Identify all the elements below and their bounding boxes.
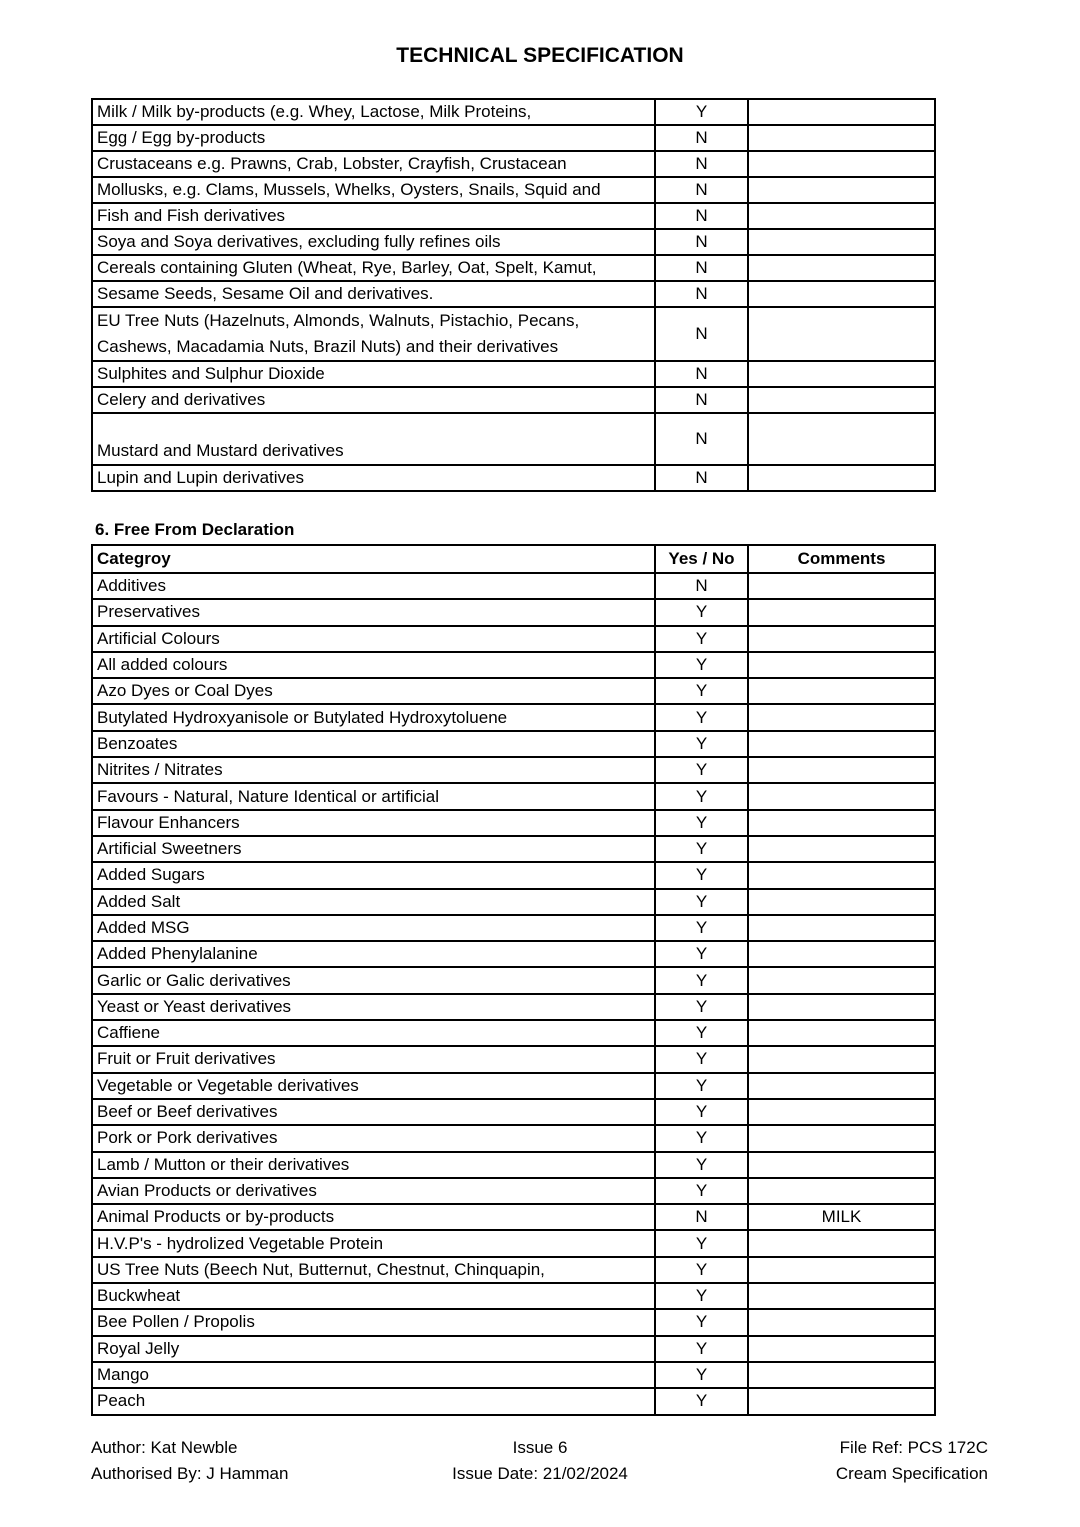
table-row — [92, 889, 935, 915]
cell-yes-no: N — [655, 203, 748, 229]
cell-name: All added colours — [92, 652, 655, 678]
cell-name: Favours - Natural, Nature Identical or artificial — [92, 783, 655, 809]
cell-yes-no: Y — [655, 1257, 748, 1283]
cell-name: Cereals containing Gluten (Wheat, Rye, Barley, Oat, Spelt, Kamut, — [92, 255, 655, 281]
cell-yes-no: Y — [655, 652, 748, 678]
cell-yes-no: Y — [655, 889, 748, 915]
cell-comment — [748, 307, 935, 361]
cell-yes-no: Y — [655, 1309, 748, 1335]
table-row — [92, 836, 935, 862]
cell-comment — [748, 889, 935, 915]
cell-comment — [748, 255, 935, 281]
cell-name: H.V.P's - hydrolized Vegetable Protein — [92, 1230, 655, 1256]
table-row — [92, 1020, 935, 1046]
cell-comment — [748, 678, 935, 704]
cell-name: US Tree Nuts (Beech Nut, Butternut, Chestnut, Chinquapin, — [92, 1257, 655, 1283]
table-row — [92, 99, 935, 125]
table-row — [92, 177, 935, 203]
cell-name: Avian Products or derivatives — [92, 1178, 655, 1204]
cell-comment — [748, 177, 935, 203]
cell-comment — [748, 1020, 935, 1046]
cell-yes-no: Y — [655, 1336, 748, 1362]
cell-comment — [748, 1336, 935, 1362]
table-row — [92, 1309, 935, 1335]
cell-name: Lamb / Mutton or their derivatives — [92, 1152, 655, 1178]
table-row — [92, 1204, 935, 1230]
table-row — [92, 125, 935, 151]
cell-name: Lupin and Lupin derivatives — [92, 465, 655, 491]
footer-doc-name: Cream Specification — [835, 1464, 988, 1483]
table-row — [92, 1073, 935, 1099]
cell-name: Egg / Egg by-products — [92, 125, 655, 151]
cell-name: Preservatives — [92, 599, 655, 625]
table-row — [92, 1125, 935, 1151]
cell-name: Soya and Soya derivatives, excluding fully refines oils — [92, 229, 655, 255]
cell-comment — [748, 361, 935, 387]
table-row — [92, 1152, 935, 1178]
cell-comment: MILK — [748, 1204, 935, 1230]
footer-author: Author: Kat Newble — [91, 1438, 238, 1457]
table-row — [92, 626, 935, 652]
table-row — [92, 704, 935, 730]
cell-yes-no: Y — [655, 1125, 748, 1151]
table-row — [92, 413, 935, 465]
cell-comment — [748, 1362, 935, 1388]
table-row — [92, 967, 935, 993]
table-row — [92, 652, 935, 678]
cell-name: Artificial Colours — [92, 626, 655, 652]
cell-yes-no: Y — [655, 836, 748, 862]
table-row — [92, 1362, 935, 1388]
cell-name: Fish and Fish derivatives — [92, 203, 655, 229]
cell-yes-no: Y — [655, 1099, 748, 1125]
cell-name: Royal Jelly — [92, 1336, 655, 1362]
cell-comment — [748, 1125, 935, 1151]
cell-comment — [748, 1230, 935, 1256]
table-row — [92, 1257, 935, 1283]
cell-comment — [748, 626, 935, 652]
cell-name: Caffiene — [92, 1020, 655, 1046]
cell-name: Vegetable or Vegetable derivatives — [92, 1073, 655, 1099]
cell-comment — [748, 783, 935, 809]
table-row — [92, 465, 935, 491]
cell-yes-no: Y — [655, 967, 748, 993]
cell-name: Butylated Hydroxyanisole or Butylated Hydroxytoluene — [92, 704, 655, 730]
cell-name: Azo Dyes or Coal Dyes — [92, 678, 655, 704]
table-row — [92, 1099, 935, 1125]
section-heading-free-from: 6. Free From Declaration — [95, 520, 295, 539]
cell-comment — [748, 229, 935, 255]
cell-yes-no: Y — [655, 704, 748, 730]
cell-name: Mustard and Mustard derivatives — [92, 413, 655, 465]
cell-name: Celery and derivatives — [92, 387, 655, 413]
cell-yes-no: Y — [655, 1283, 748, 1309]
cell-name: Additives — [92, 573, 655, 599]
cell-yes-no: Y — [655, 810, 748, 836]
cell-comment — [748, 704, 935, 730]
cell-yes-no: Y — [655, 1152, 748, 1178]
cell-comment — [748, 413, 935, 465]
table-row — [92, 151, 935, 177]
table-row — [92, 599, 935, 625]
table-row — [92, 229, 935, 255]
table-row — [92, 757, 935, 783]
cell-name: Garlic or Galic derivatives — [92, 967, 655, 993]
cell-comment — [748, 573, 935, 599]
table-row — [92, 915, 935, 941]
cell-comment — [748, 1388, 935, 1414]
cell-name: Added Salt — [92, 889, 655, 915]
cell-name: Fruit or Fruit derivatives — [92, 1046, 655, 1072]
cell-yes-no: Y — [655, 1362, 748, 1388]
cell-comment — [748, 1257, 935, 1283]
table-row — [92, 1230, 935, 1256]
cell-comment — [748, 967, 935, 993]
cell-name: Milk / Milk by-products (e.g. Whey, Lactose, Milk Proteins, — [92, 99, 655, 125]
cell-yes-no: Y — [655, 783, 748, 809]
cell-comment — [748, 862, 935, 888]
cell-yes-no: N — [655, 255, 748, 281]
cell-yes-no: Y — [655, 757, 748, 783]
cell-yes-no: Y — [655, 915, 748, 941]
table-row — [92, 1283, 935, 1309]
cell-yes-no: N — [655, 307, 748, 361]
cell-comment — [748, 1099, 935, 1125]
cell-name: Artificial Sweetners — [92, 836, 655, 862]
cell-yes-no: N — [655, 413, 748, 465]
cell-name: Crustaceans e.g. Prawns, Crab, Lobster, Crayfish, Crustacean — [92, 151, 655, 177]
free-from-table — [91, 544, 936, 1416]
cell-comment — [748, 994, 935, 1020]
cell-comment — [748, 810, 935, 836]
cell-comment — [748, 1073, 935, 1099]
cell-name: Yeast or Yeast derivatives — [92, 994, 655, 1020]
cell-comment — [748, 915, 935, 941]
cell-comment — [748, 465, 935, 491]
column-header-yes-no: Yes / No — [655, 545, 748, 573]
table-row — [92, 1046, 935, 1072]
cell-yes-no: N — [655, 177, 748, 203]
table-row — [92, 361, 935, 387]
table-header-row — [92, 545, 935, 573]
cell-name: Peach — [92, 1388, 655, 1414]
cell-comment — [748, 836, 935, 862]
cell-yes-no: N — [655, 229, 748, 255]
cell-comment — [748, 599, 935, 625]
cell-comment — [748, 281, 935, 307]
cell-name: EU Tree Nuts (Hazelnuts, Almonds, Walnuts, Pistachio, Pecans, Cashews, Macadamia Nuts, Brazil Nuts) and their derivatives — [92, 307, 655, 361]
table-row — [92, 203, 935, 229]
table-row — [92, 255, 935, 281]
cell-yes-no: Y — [655, 99, 748, 125]
cell-comment — [748, 1309, 935, 1335]
cell-comment — [748, 1283, 935, 1309]
cell-yes-no: N — [655, 151, 748, 177]
cell-comment — [748, 151, 935, 177]
cell-name: Sesame Seeds, Sesame Oil and derivatives. — [92, 281, 655, 307]
cell-yes-no: N — [655, 1204, 748, 1230]
cell-name: Benzoates — [92, 731, 655, 757]
allergen-table — [91, 98, 936, 492]
cell-yes-no: Y — [655, 1230, 748, 1256]
cell-yes-no: N — [655, 465, 748, 491]
table-row — [92, 281, 935, 307]
cell-name: Mango — [92, 1362, 655, 1388]
cell-name: Buckwheat — [92, 1283, 655, 1309]
cell-yes-no: Y — [655, 1073, 748, 1099]
cell-yes-no: N — [655, 125, 748, 151]
column-header-comments: Comments — [748, 545, 935, 573]
cell-name: Added MSG — [92, 915, 655, 941]
table-row — [92, 1178, 935, 1204]
cell-yes-no: Y — [655, 1046, 748, 1072]
cell-comment — [748, 125, 935, 151]
table-row — [92, 1388, 935, 1414]
cell-yes-no: Y — [655, 599, 748, 625]
footer-issue-date: Issue Date: 21/02/2024 — [452, 1464, 628, 1483]
cell-yes-no: Y — [655, 1020, 748, 1046]
cell-name: Animal Products or by-products — [92, 1204, 655, 1230]
footer-authorised-by: Authorised By: J Hamman — [91, 1464, 289, 1483]
cell-name: Sulphites and Sulphur Dioxide — [92, 361, 655, 387]
page-title: TECHNICAL SPECIFICATION — [396, 44, 684, 67]
cell-name: Added Phenylalanine — [92, 941, 655, 967]
cell-comment — [748, 1046, 935, 1072]
cell-yes-no: Y — [655, 1388, 748, 1414]
table-row — [92, 941, 935, 967]
cell-name: Beef or Beef derivatives — [92, 1099, 655, 1125]
footer-issue: Issue 6 — [512, 1438, 568, 1457]
table-row — [92, 1336, 935, 1362]
cell-comment — [748, 757, 935, 783]
cell-name: Flavour Enhancers — [92, 810, 655, 836]
cell-comment — [748, 652, 935, 678]
cell-yes-no: N — [655, 573, 748, 599]
cell-yes-no: Y — [655, 941, 748, 967]
cell-name: Nitrites / Nitrates — [92, 757, 655, 783]
table-row — [92, 810, 935, 836]
column-header-category: Categroy — [92, 545, 655, 573]
cell-name: Bee Pollen / Propolis — [92, 1309, 655, 1335]
cell-name: Pork or Pork derivatives — [92, 1125, 655, 1151]
cell-yes-no: Y — [655, 731, 748, 757]
cell-comment — [748, 99, 935, 125]
table-row — [92, 307, 935, 361]
table-row — [92, 862, 935, 888]
cell-comment — [748, 731, 935, 757]
table-row — [92, 994, 935, 1020]
table-row — [92, 573, 935, 599]
cell-yes-no: N — [655, 361, 748, 387]
cell-comment — [748, 1178, 935, 1204]
table-row — [92, 731, 935, 757]
cell-yes-no: N — [655, 281, 748, 307]
cell-comment — [748, 387, 935, 413]
cell-name: Mollusks, e.g. Clams, Mussels, Whelks, Oysters, Snails, Squid and — [92, 177, 655, 203]
cell-yes-no: Y — [655, 626, 748, 652]
cell-yes-no: Y — [655, 1178, 748, 1204]
cell-yes-no: N — [655, 387, 748, 413]
table-row — [92, 387, 935, 413]
cell-yes-no: Y — [655, 862, 748, 888]
cell-name: Added Sugars — [92, 862, 655, 888]
footer-file-ref: File Ref: PCS 172C — [839, 1438, 988, 1457]
cell-comment — [748, 203, 935, 229]
cell-yes-no: Y — [655, 994, 748, 1020]
cell-yes-no: Y — [655, 678, 748, 704]
table-row — [92, 783, 935, 809]
cell-comment — [748, 941, 935, 967]
cell-comment — [748, 1152, 935, 1178]
table-row — [92, 678, 935, 704]
